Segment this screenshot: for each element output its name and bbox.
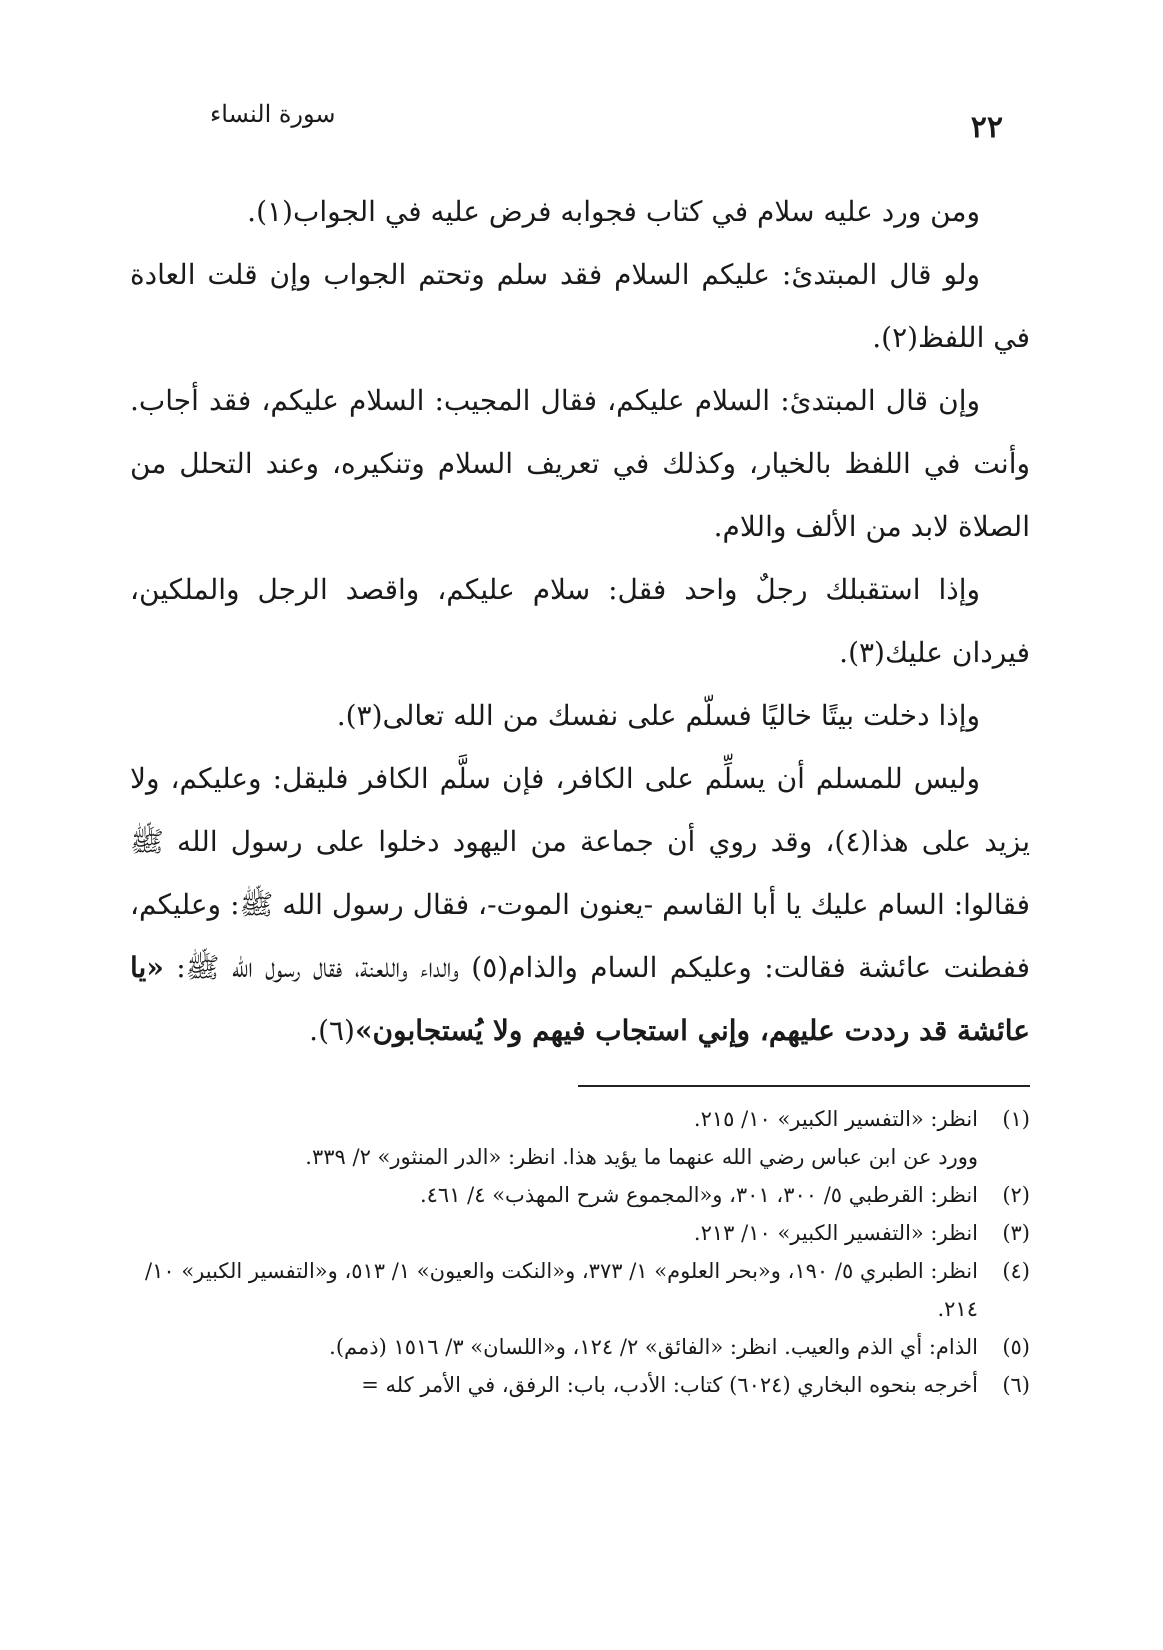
running-title: سورة النساء — [210, 100, 336, 128]
footnote-number: (١) — [1002, 1107, 1030, 1131]
page-number: ٢٢ — [970, 110, 1003, 145]
main-text — [130, 180, 1030, 1062]
footnote-text: أخرجه بنحوه البخاري (٦٠٢٤) كتاب: الأدب، باب: الرفق، في الأمر كله = — [361, 1373, 978, 1397]
footnote — [130, 1328, 1030, 1366]
footnotes — [130, 1100, 1030, 1404]
footnote-number: (٥) — [1002, 1335, 1030, 1359]
footnote-text: انظر: الطبري ٥/ ١٩٠، و«بحر العلوم» ١/ ٣٧٣، و«النكت والعيون» ١/ ٥١٣، و«التفسير الكبير» ١٠/ ٢١٤. — [145, 1259, 978, 1321]
footnote-text: وورد عن ابن عباس رضي الله عنهما ما يؤيد هذا. انظر: «الدر المنثور» ٢/ ٣٣٩. — [305, 1145, 978, 1169]
paragraph: وإذا استقبلك رجلٌ واحد فقل: سلام عليكم، واقصد الرجل والملكين، فيردان عليك(٣). — [130, 573, 1030, 669]
paragraph — [130, 747, 1030, 1062]
footnote-text: انظر: القرطبي ٥/ ٣٠٠، ٣٠١، و«المجموع شرح المهذب» ٤/ ٤٦١. — [419, 1183, 978, 1207]
hadith-quote: «يا عائشة قد رددت عليهم، وإني استجاب فيهم ولا يُستجابون» — [130, 951, 1030, 1047]
footnote-text: الذام: أي الذم والعيب. انظر: «الفائق» ٢/ ١٢٤، و«اللسان» ٣/ ١٥١٦ (ذمم). — [329, 1335, 978, 1359]
paragraph: ولو قال المبتدئ: عليكم السلام فقد سلم وتحتم الجواب وإن قلت العادة في اللفظ(٢). — [130, 258, 1030, 354]
footnote-number: (٦) — [1002, 1373, 1030, 1397]
footnote-number: (٣) — [1002, 1221, 1030, 1245]
footnote-number: (٤) — [1002, 1259, 1030, 1283]
paragraph: وإذا دخلت بيتًا خاليًا فسلّم على نفسك من الله تعالى(٣). — [336, 699, 980, 732]
footnote-ref: (٦). — [309, 1014, 355, 1047]
footnote-separator — [578, 1085, 1030, 1087]
footnote — [130, 1100, 1030, 1138]
footnote-text: انظر: «التفسير الكبير» ١٠/ ٢١٥. — [693, 1107, 978, 1131]
page-header — [130, 100, 1003, 150]
footnote — [130, 1214, 1030, 1252]
paragraph: ومن ورد عليه سلام في كتاب فجوابه فرض عليه في الجواب(١). — [247, 195, 980, 228]
footnote — [130, 1366, 1030, 1404]
footnote — [130, 1252, 1030, 1328]
footnote-number: (٢) — [1002, 1183, 1030, 1207]
paragraph-text: وليس للمسلم أن يسلِّم على الكافر، فإن سلَّم الكافر فليقل: وعليكم، ولا يزيد على هذا(٤)، وقد روي أن جماعة من اليهود دخلوا على رسول الله ﷺ فقالوا: السام عليك يا أبا القاسم -يعنون الموت-، فقال رسول الله ﷺ: وعليكم، ففطنت عائشة فقالت: وعليكم السام والذام(٥) والداء واللعنة، فقال رسول الله ﷺ: — [130, 762, 1031, 984]
paragraph: وإن قال المبتدئ: السلام عليكم، فقال المجيب: السلام عليكم، فقد أجاب. وأنت في اللفظ بالخيار، وكذلك في تعريف السلام وتنكيره، وعند التحلل من الصلاة لابد من الألف واللام. — [130, 384, 1031, 543]
footnote-continuation — [130, 1138, 1030, 1176]
footnote-text: انظر: «التفسير الكبير» ١٠/ ٢١٣. — [693, 1221, 978, 1245]
footnote — [130, 1176, 1030, 1214]
